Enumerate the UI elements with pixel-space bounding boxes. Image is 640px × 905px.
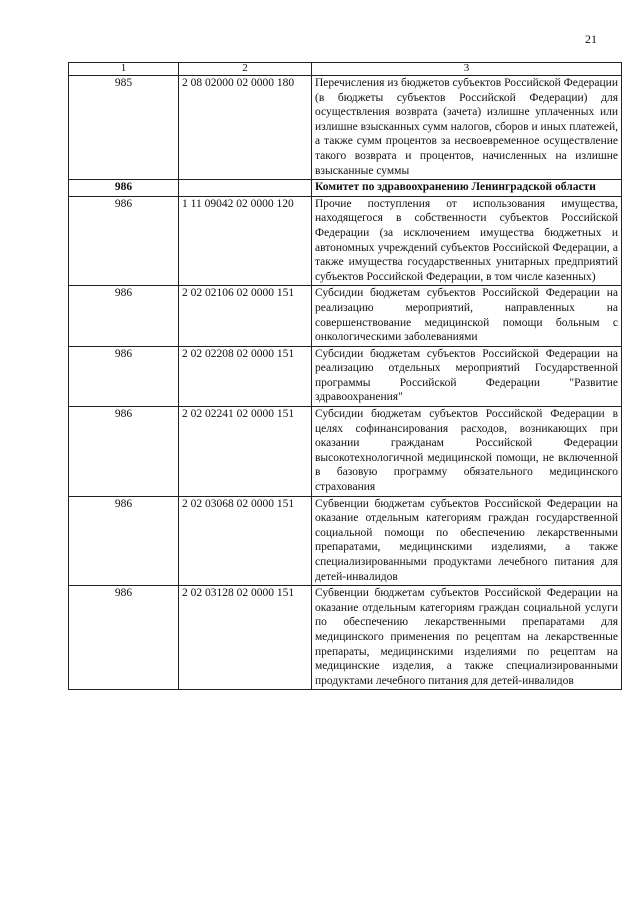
- header-col-3: 3: [312, 63, 622, 76]
- admin-code-cell: 986: [69, 180, 179, 197]
- revenue-code-cell: 2 02 02106 02 0000 151: [179, 286, 312, 346]
- revenue-name-cell: Прочие поступления от использования имущества, находящегося в собственности субъектов Российской Федерации (за исключением имущества бюджетных и автономных учреждений субъектов Российской Федерации, а также имущества государственных унитарных предприятий субъектов Российской Федерации, в том числе казенных): [312, 196, 622, 286]
- revenue-name-cell: Субвенции бюджетам субъектов Российской Федерации на оказание отдельным категориям граждан социальной услуги по обеспечению лекарственными препаратами для медицинского применения по рецептам на лекарственные препараты, медицинскими изделиями по рецептам на медицинские изделия, а также специализированными продуктами лечебного питания для детей-инвалидов: [312, 586, 622, 690]
- revenue-name-cell: Субсидии бюджетам субъектов Российской Федерации в целях софинансирования расходов, возникающих при оказании гражданам Российской Федерации высокотехнологичной медицинской помощи, не включенной в базовую программу обязательного медицинского страхования: [312, 407, 622, 497]
- admin-code-cell: 986: [69, 196, 179, 286]
- table-header-row: [69, 63, 622, 76]
- table-row: [69, 286, 622, 346]
- admin-code-cell: 986: [69, 496, 179, 586]
- revenue-name-cell: Комитет по здравоохранению Ленинградской области: [312, 180, 622, 197]
- table-row: [69, 346, 622, 406]
- table-row: [69, 180, 622, 197]
- revenue-code-cell: 2 02 02208 02 0000 151: [179, 346, 312, 406]
- table-row: [69, 586, 622, 690]
- revenue-code-cell: 1 11 09042 02 0000 120: [179, 196, 312, 286]
- revenue-code-cell: 2 02 03128 02 0000 151: [179, 586, 312, 690]
- revenue-codes-table: [68, 62, 622, 690]
- revenue-name-cell: Субсидии бюджетам субъектов Российской Федерации на реализацию отдельных мероприятий Государственной программы Российской Федерации "Развитие здравоохранения": [312, 346, 622, 406]
- revenue-name-cell: Перечисления из бюджетов субъектов Российской Федерации (в бюджеты субъектов Российской Федерации) для осуществления возврата (зачета) излишне уплаченных или излишне взысканных сумм налогов, сборов и иных платежей, а также сумм процентов за несвоевременное осуществление такого возврата и процентов, начисленных на излишне взысканные суммы: [312, 76, 622, 180]
- revenue-name-cell: Субсидии бюджетам субъектов Российской Федерации на реализацию мероприятий, направленных на совершенствование медицинской помощи больным с онкологическими заболеваниями: [312, 286, 622, 346]
- table-row: [69, 407, 622, 497]
- admin-code-cell: 986: [69, 346, 179, 406]
- admin-code-cell: 986: [69, 586, 179, 690]
- table-row: [69, 196, 622, 286]
- admin-code-cell: 986: [69, 407, 179, 497]
- table-row: [69, 76, 622, 180]
- table-row: [69, 496, 622, 586]
- admin-code-cell: 985: [69, 76, 179, 180]
- page-number: 21: [585, 32, 597, 46]
- revenue-name-cell: Субвенции бюджетам субъектов Российской Федерации на оказание отдельным категориям граждан государственной социальной помощи по обеспечению лекарственными препаратами, медицинскими изделиями, а также специализированными продуктами лечебного питания для детей-инвалидов: [312, 496, 622, 586]
- header-col-2: 2: [179, 63, 312, 76]
- header-col-1: 1: [69, 63, 179, 76]
- revenue-code-cell: 2 02 02241 02 0000 151: [179, 407, 312, 497]
- admin-code-cell: 986: [69, 286, 179, 346]
- revenue-code-cell: 2 08 02000 02 0000 180: [179, 76, 312, 180]
- revenue-code-cell: [179, 180, 312, 197]
- revenue-code-cell: 2 02 03068 02 0000 151: [179, 496, 312, 586]
